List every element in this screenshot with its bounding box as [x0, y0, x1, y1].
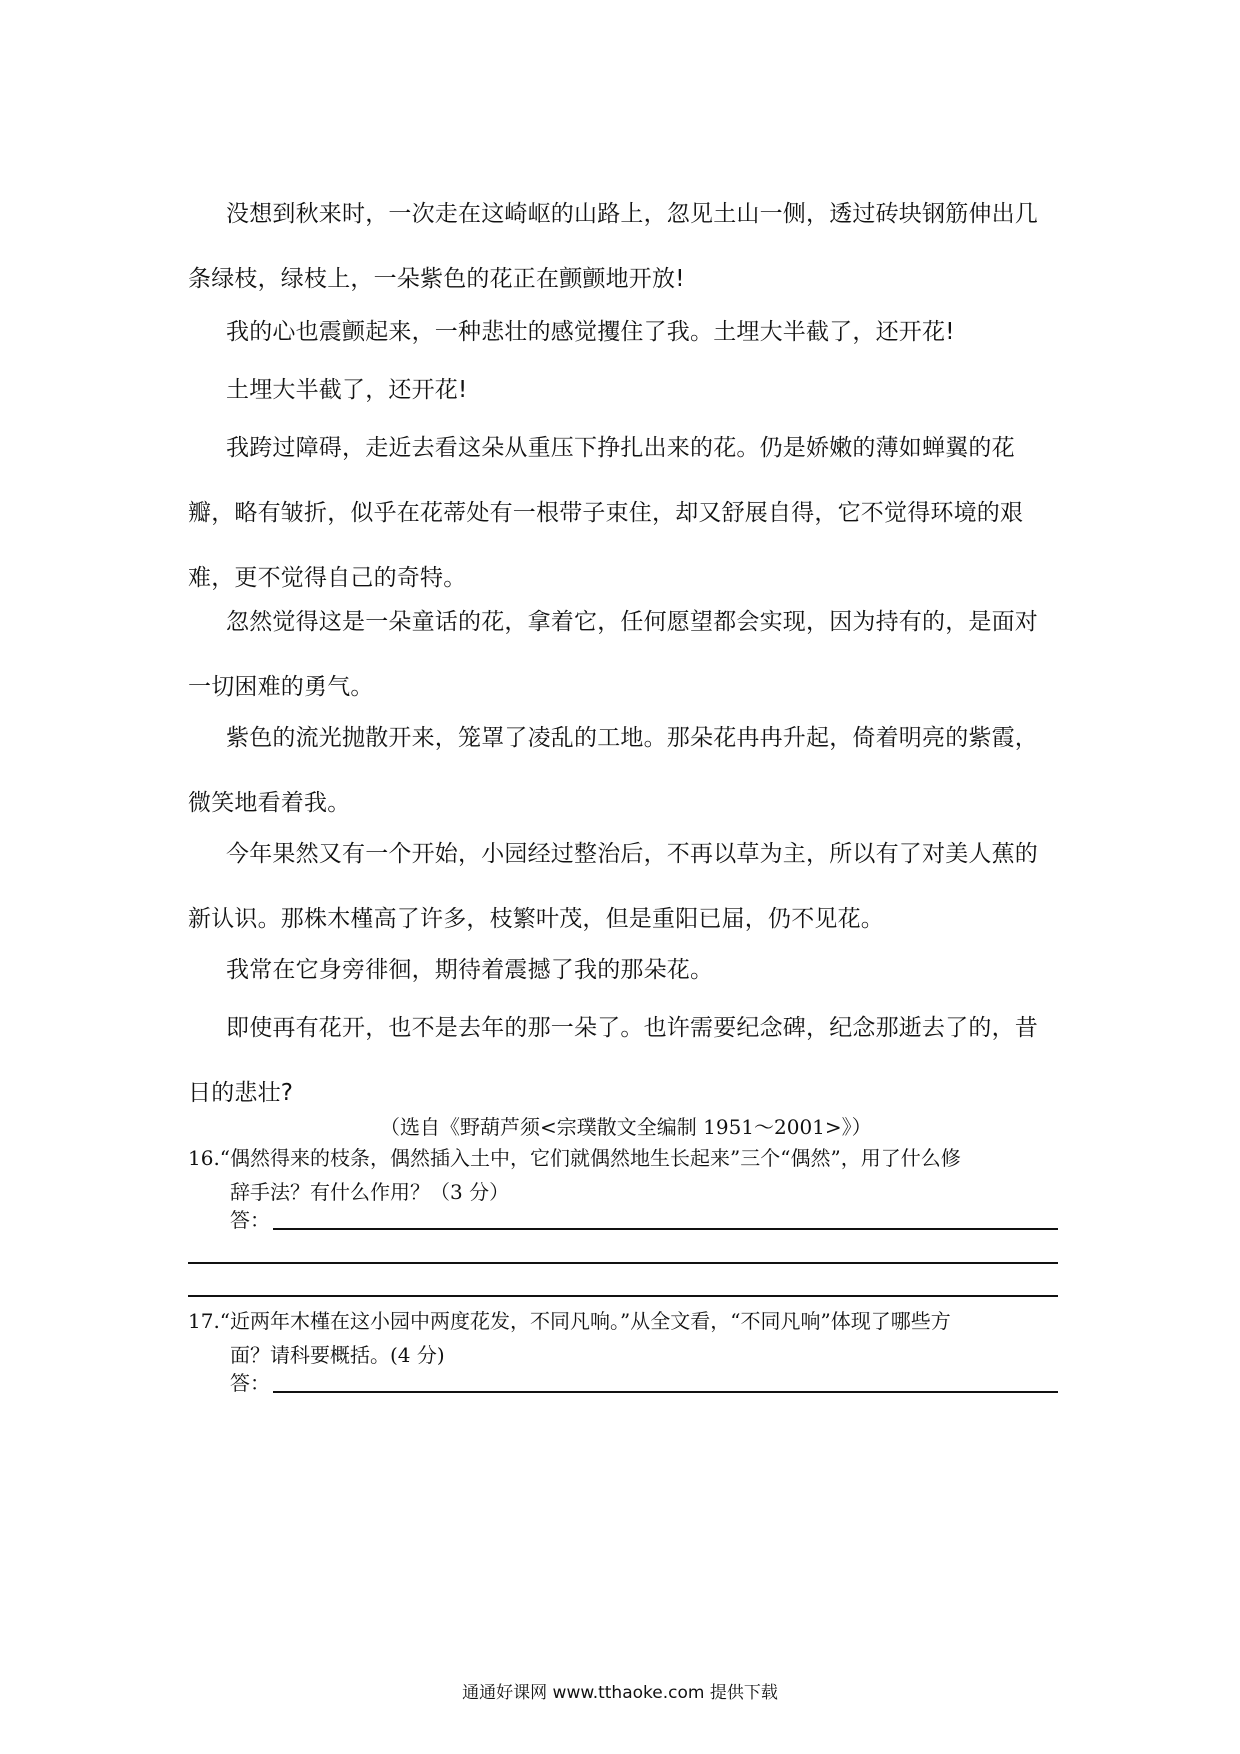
source-citation: （选自《野葫芦须<宗璞散文全编制 1951～2001>》） — [380, 1115, 872, 1139]
paragraph-6: 紫色的流光抛散开来，笼罩了凌乱的工地。那朵花冉冉升起，倚着明亮的紫霞，微笑地看着我。 — [188, 725, 1038, 816]
answer-17-line-1[interactable] — [273, 1391, 1058, 1393]
paragraph-3: 土埋大半截了，还开花! — [226, 377, 468, 403]
paragraph-2: 我的心也震颤起来，一种悲壮的感觉攫住了我。土埋大半截了，还开花! — [226, 319, 955, 345]
paragraph-9: 即使再有花开，也不是去年的那一朵了。也许需要纪念碑，纪念那逝去了的，昔日的悲壮? — [188, 1015, 1038, 1106]
paragraph-8: 我常在它身旁徘徊，期待着震撼了我的那朵花。 — [226, 957, 714, 983]
question-16 — [188, 1141, 1058, 1209]
page-footer: 通通好课网 www.tthaoke.com 提供下载 — [462, 1683, 778, 1703]
answer-16-label: 答： — [230, 1208, 270, 1232]
paragraph-5: 忽然觉得这是一朵童话的花，拿着它，任何愿望都会实现，因为持有的，是面对一切困难的勇气。 — [188, 609, 1038, 700]
question-16-line1: 16.“偶然得来的枝条，偶然插入土中，它们就偶然地生长起来”三个“偶然”，用了什么修 — [188, 1146, 961, 1170]
question-17-line1: 17.“近两年木槿在这小园中两度花发，不同凡响。”从全文看，“不同凡响”体现了哪些方 — [188, 1309, 951, 1333]
answer-16-line-2[interactable] — [188, 1262, 1058, 1264]
question-16-line2: 辞手法？有什么作用？（3 分） — [230, 1180, 510, 1204]
answer-17-label: 答： — [230, 1371, 270, 1395]
paragraph-7: 今年果然又有一个开始，小园经过整治后，不再以草为主，所以有了对美人蕉的新认识。那株木槿高了许多，枝繁叶茂，但是重阳已届，仍不见花。 — [188, 841, 1038, 932]
question-17-line2: 面？请科要概括。(4 分) — [230, 1343, 445, 1367]
answer-16-line-1[interactable] — [273, 1228, 1058, 1230]
question-17 — [188, 1304, 1058, 1372]
answer-16-line-3[interactable] — [188, 1295, 1058, 1297]
paragraph-4: 我跨过障碍，走近去看这朵从重压下挣扎出来的花。仍是娇嫩的薄如蝉翼的花瓣，略有皱折，似乎在花蒂处有一根带子束住，却又舒展自得，它不觉得环境的艰难，更不觉得自己的奇特。 — [188, 435, 1024, 591]
paragraph-1: 没想到秋来时，一次走在这崎岖的山路上，忽见土山一侧，透过砖块钢筋伸出几条绿枝，绿枝上，一朵紫色的花正在颤颤地开放! — [188, 201, 1038, 292]
